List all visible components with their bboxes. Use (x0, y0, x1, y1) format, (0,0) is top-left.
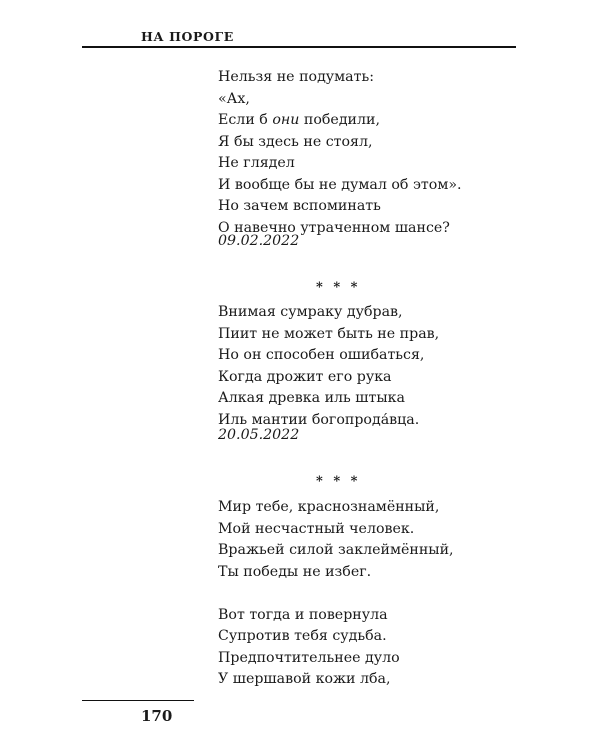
poem-line: Мой несчастный человек. (218, 520, 415, 537)
poem-line: Если б они победили, (218, 112, 380, 128)
emphasis-word: они (272, 112, 300, 128)
poem-line: Алкая древка иль штыка (218, 390, 405, 406)
running-header: НА ПОРОГЕ (141, 29, 234, 44)
poem-line: Ты победы не избег. (218, 563, 372, 580)
poem-line: Но зачем вспоминать (218, 198, 381, 214)
poem-line: Вражьей силой заклеймённый, (218, 542, 454, 558)
poem-line: Когда дрожит его рука (218, 368, 392, 385)
poem-line: Предпочтительнее дуло (218, 649, 400, 666)
poem-1-date: 09.02.2022 (218, 233, 300, 249)
poem-line: Я бы здесь не стоял, (218, 133, 373, 150)
poem-line: Не глядел (218, 155, 295, 171)
footer-rule (82, 700, 194, 701)
poem-line: Мир тебе, краснознамённый, (218, 499, 440, 515)
stanza-break (218, 583, 454, 605)
poem-line: «Ах, (218, 90, 250, 107)
poem-3 (218, 497, 454, 691)
section-separator: * * * (316, 474, 361, 489)
poem-line: У шершавой кожи лба, (218, 671, 391, 687)
page-number: 170 (141, 707, 173, 725)
poem-line: И вообще бы не думал об этом». (218, 176, 462, 193)
section-separator: * * * (316, 280, 361, 295)
poem-line: Но он способен ошибаться, (218, 347, 425, 363)
poem-line: Супротив тебя судьба. (218, 628, 387, 644)
poem-line: Нельзя не подумать: (218, 69, 374, 85)
poem-2-date: 20.05.2022 (218, 427, 300, 443)
poem-line: Внимая сумраку дубрав, (218, 304, 403, 320)
header-rule (82, 46, 516, 48)
poem-line: О навечно утраченном шансе? (218, 219, 450, 236)
poem-line: Вот тогда и повернула (218, 606, 388, 623)
poem-line: Пиит не может быть не прав, (218, 325, 440, 342)
poem-2 (218, 302, 439, 431)
poem-line: Иль мантии богопрода́вца. (218, 411, 420, 428)
poem-1 (218, 67, 462, 239)
